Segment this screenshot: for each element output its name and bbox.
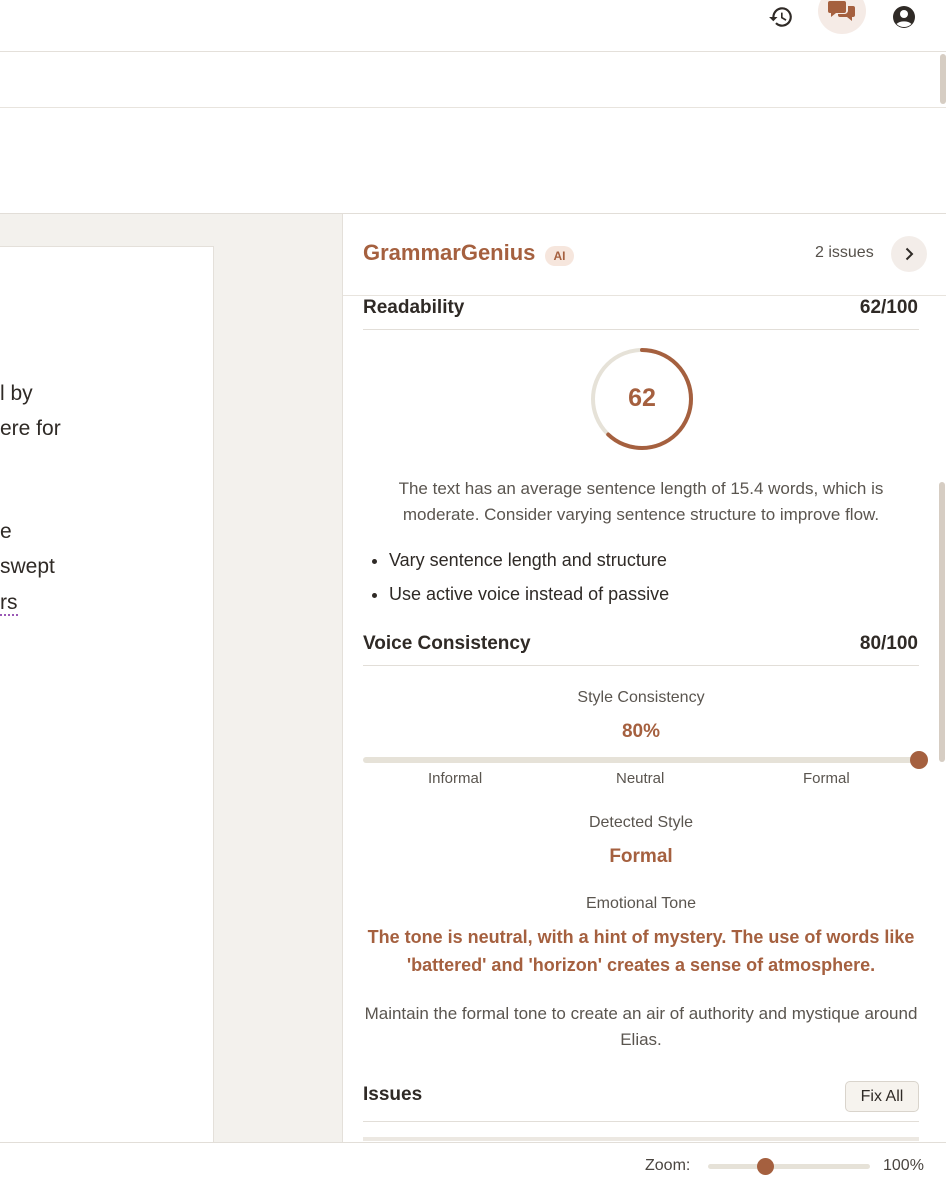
readability-title: Readability [363, 297, 465, 318]
style-consistency-label: Style Consistency [577, 689, 705, 706]
status-bar [0, 1142, 946, 1204]
issues-count: 2 issues [815, 244, 874, 261]
panel-scrollbar[interactable] [939, 482, 945, 762]
divider [363, 1121, 919, 1122]
readability-score: 62/100 [859, 297, 918, 318]
tone-suggestion: Maintain the formal tone to create an air of authority and mystique around Elias. [364, 1004, 918, 1049]
account-icon[interactable] [884, 0, 924, 34]
zoom-value: 100% [883, 1157, 924, 1174]
scale-formal: Formal [803, 770, 850, 787]
document-text: ere for [0, 417, 61, 440]
divider [363, 665, 919, 666]
style-slider-track [363, 757, 919, 763]
issue-card-edge [363, 1137, 919, 1141]
scale-neutral: Neutral [616, 770, 665, 787]
grammar-panel [342, 214, 946, 1142]
history-icon[interactable] [761, 0, 801, 34]
document-text: e [0, 520, 12, 543]
tips-list [389, 548, 669, 616]
brand-title: GrammarGenius [363, 240, 536, 265]
list-item: • Use active voice instead of passive [389, 582, 669, 616]
panel-header [343, 214, 946, 296]
readability-description: The text has an average sentence length of 15.4 words, which is moderate. Consider varying sentence structure to improve flow. [398, 479, 884, 524]
zoom-slider-track[interactable] [708, 1164, 870, 1169]
gauge-value: 62 [628, 384, 656, 412]
style-slider-thumb[interactable] [910, 751, 928, 769]
divider [363, 329, 919, 330]
detected-style-value: Formal [609, 846, 673, 867]
issues-title: Issues [363, 1084, 423, 1105]
document-text: l by [0, 382, 33, 405]
flagged-word[interactable]: rs [0, 591, 18, 614]
zoom-slider-thumb[interactable] [757, 1158, 774, 1175]
document-text: swept [0, 555, 55, 578]
detected-style-label: Detected Style [588, 814, 694, 831]
voice-title: Voice Consistency [363, 633, 531, 654]
scale-informal: Informal [428, 770, 483, 787]
voice-score: 80/100 [859, 633, 918, 654]
chevron-right-icon[interactable] [891, 236, 927, 272]
header-band [0, 108, 946, 214]
list-item: • Vary sentence length and structure [389, 548, 669, 582]
document-page[interactable] [0, 246, 214, 1146]
toolbar [0, 52, 946, 108]
ai-badge: AI [545, 246, 574, 266]
chat-icon[interactable] [818, 0, 866, 34]
fix-all-button[interactable]: Fix All [845, 1081, 919, 1112]
emotional-tone-label: Emotional Tone [586, 895, 696, 912]
emotional-tone-text: The tone is neutral, with a hint of mystery. The use of words like 'battered' and 'horizon' creates a sense of atmosphere. [367, 927, 915, 975]
zoom-label: Zoom: [645, 1157, 691, 1174]
toolbar-scrollbar[interactable] [940, 54, 946, 104]
style-consistency-value: 80% [621, 721, 661, 742]
top-bar [0, 0, 946, 52]
